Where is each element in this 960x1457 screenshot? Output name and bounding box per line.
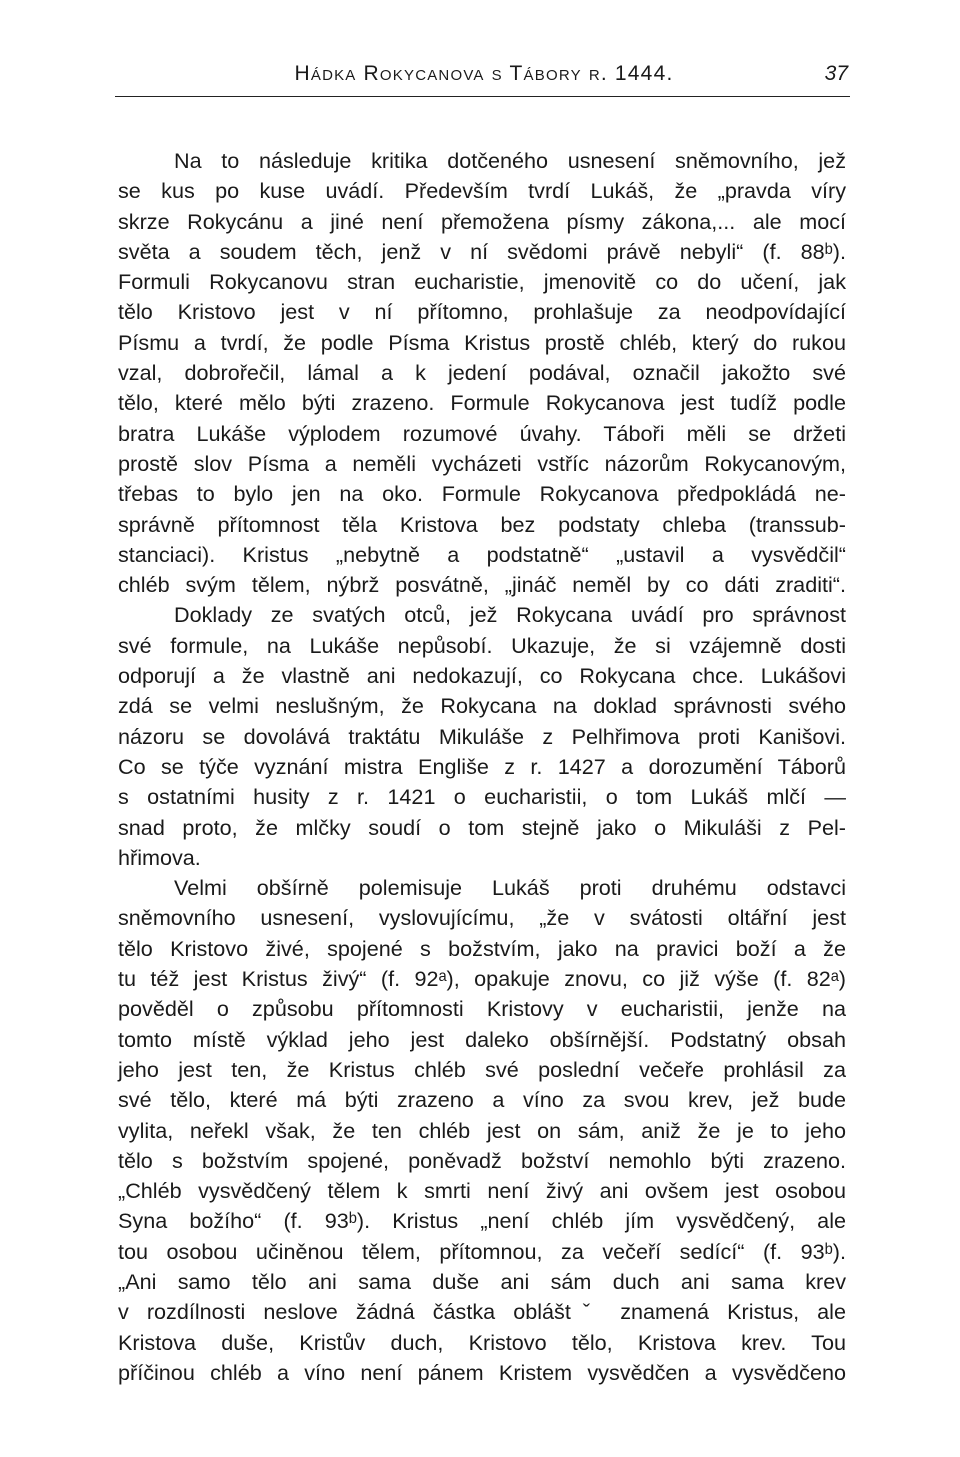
paragraph	[118, 600, 846, 873]
text-line: „Ani samo tělo ani sama duše ani sám duch ani sama krev	[118, 1268, 846, 1294]
text-line: tělo s božstvím spojené, poněvadž božství nemohlo býti zrazeno.	[118, 1147, 846, 1173]
text-line: v rozdílnosti neslove žádná částka obláštˇ znamená Kristus, ale	[118, 1299, 846, 1325]
text-line: sněmovního usnesení, vyslovujícímu, „že v svátosti oltářní jest	[118, 905, 846, 931]
text-line: vzal, dobrořečil, lámal a k jedení podával, označil jakožto své	[118, 360, 846, 386]
text-line: tělo, které mělo býti zrazeno. Formule Rokycanova jest tudíž podle	[118, 390, 846, 416]
text-line: své formule, na Lukáše nepůsobí. Ukazuje, že si vzájemně dosti	[118, 632, 846, 658]
text-line: stanciaci). Kristus „nebytně a podstatně“ „ustavil a vysvědčil“	[118, 541, 846, 567]
text-line: třebas to bylo jen na oko. Formule Rokycanova předpokládá ne-	[118, 481, 846, 507]
text-line: s ostatními husity z r. 1421 o eucharistii, o tom Lukáš mlčí —	[118, 784, 846, 810]
text-line: své tělo, které má býti zrazeno a víno za svou krev, jež bude	[118, 1087, 846, 1113]
text-line: pověděl o způsobu přítomnosti Kristovy v eucharistii, jenže na	[118, 996, 846, 1022]
paragraph	[118, 873, 846, 1388]
running-header	[120, 58, 848, 94]
text-line: tělo Kristovo jest v ní přítomno, prohlašuje za neodpovídající	[118, 299, 846, 325]
text-line: názoru se dovolává traktátu Mikuláše z Pelhřimova proti Kanišovi.	[118, 723, 846, 749]
text-line: bratra Lukáše výplodem rozumové úvahy. Táboři měli se držeti	[118, 420, 846, 446]
text-line: odporují a že vlastně ani nedokazují, co Rokycana chce. Lukášovi	[118, 663, 846, 689]
text-line: snad proto, že mlčky soudí o tom stejně jako o Mikuláši z Pel-	[118, 814, 846, 840]
text-line: Kristova duše, Kristův duch, Kristovo tělo, Kristova krev. Tou	[118, 1329, 846, 1355]
text-line: tělo Kristovo živé, spojené s božstvím, jako na pravici boží a že	[118, 935, 846, 961]
body-text	[118, 146, 846, 1388]
text-line: Doklady ze svatých otců, jež Rokycana uvádí pro správnost	[174, 602, 846, 628]
text-line: chléb svým tělem, nýbrž posvátně, „jináč neměl by co dáti zraditi“.	[118, 572, 846, 598]
text-line: „Chléb vysvědčený tělem k smrti není živý ani ovšem jest osobou	[118, 1178, 846, 1204]
text-line: tomto místě výklad jeho jest daleko obšírnější. Podstatný obsah	[118, 1026, 846, 1052]
header-rule	[115, 96, 850, 97]
text-line: zdá se velmi neslušným, že Rokycana na doklad správnosti svého	[118, 693, 846, 719]
text-line: Formuli Rokycanovu stran eucharistie, jmenovitě co do učení, jak	[118, 269, 846, 295]
text-line: tou osobou učiněnou tělem, přítomnou, za večeří sedící“ (f. 93ᵇ).	[118, 1238, 846, 1264]
text-line: Syna božího“ (f. 93ᵇ). Kristus „není chléb jím vysvědčený, ale	[118, 1208, 846, 1234]
text-line: Písmu a tvrdí, že podle Písma Kristus prostě chléb, který do rukou	[118, 329, 846, 355]
text-line: Velmi obšírně polemisuje Lukáš proti druhému odstavci	[174, 875, 846, 901]
text-line: tu též jest Kristus živý“ (f. 92ᵃ), opakuje znovu, co již výše (f. 82ᵃ)	[118, 966, 846, 992]
text-line: se kus po kuse uvádí. Především tvrdí Lukáš, že „pravda víry	[118, 178, 846, 204]
text-line: Na to následuje kritika dotčeného usnesení sněmovního, jež	[174, 148, 846, 173]
page-number: 37	[824, 62, 848, 85]
text-line: prostě slov Písma a neměli vycházeti vstříc názorům Rokycanovým,	[118, 450, 846, 476]
text-line: vylita, neřekl však, že ten chléb jest on sám, aniž že je to jeho	[118, 1117, 846, 1143]
text-line: hřimova.	[118, 844, 201, 870]
text-line: příčinou chléb a víno není pánem Kristem vysvědčen a vysvědčeno	[118, 1359, 846, 1385]
text-line: jeho jest ten, že Kristus chléb své poslední večeře prohlásil za	[118, 1056, 846, 1082]
running-title: Hádka Rokycanova s Tábory r. 1444.	[294, 62, 674, 85]
text-line: světa a soudem těch, jenž v ní svědomi právě nebyli“ (f. 88ᵇ).	[118, 238, 846, 264]
text-line: skrze Rokycánu a jiné není přemožena písmy zákona,... ale mocí	[118, 208, 846, 234]
text-line: správně přítomnost těla Kristova bez podstaty chleba (transsub-	[118, 511, 846, 537]
paragraph	[118, 146, 846, 600]
text-line: Co se týče vyznání mistra Engliše z r. 1427 a dorozumění Táborů	[118, 753, 846, 779]
